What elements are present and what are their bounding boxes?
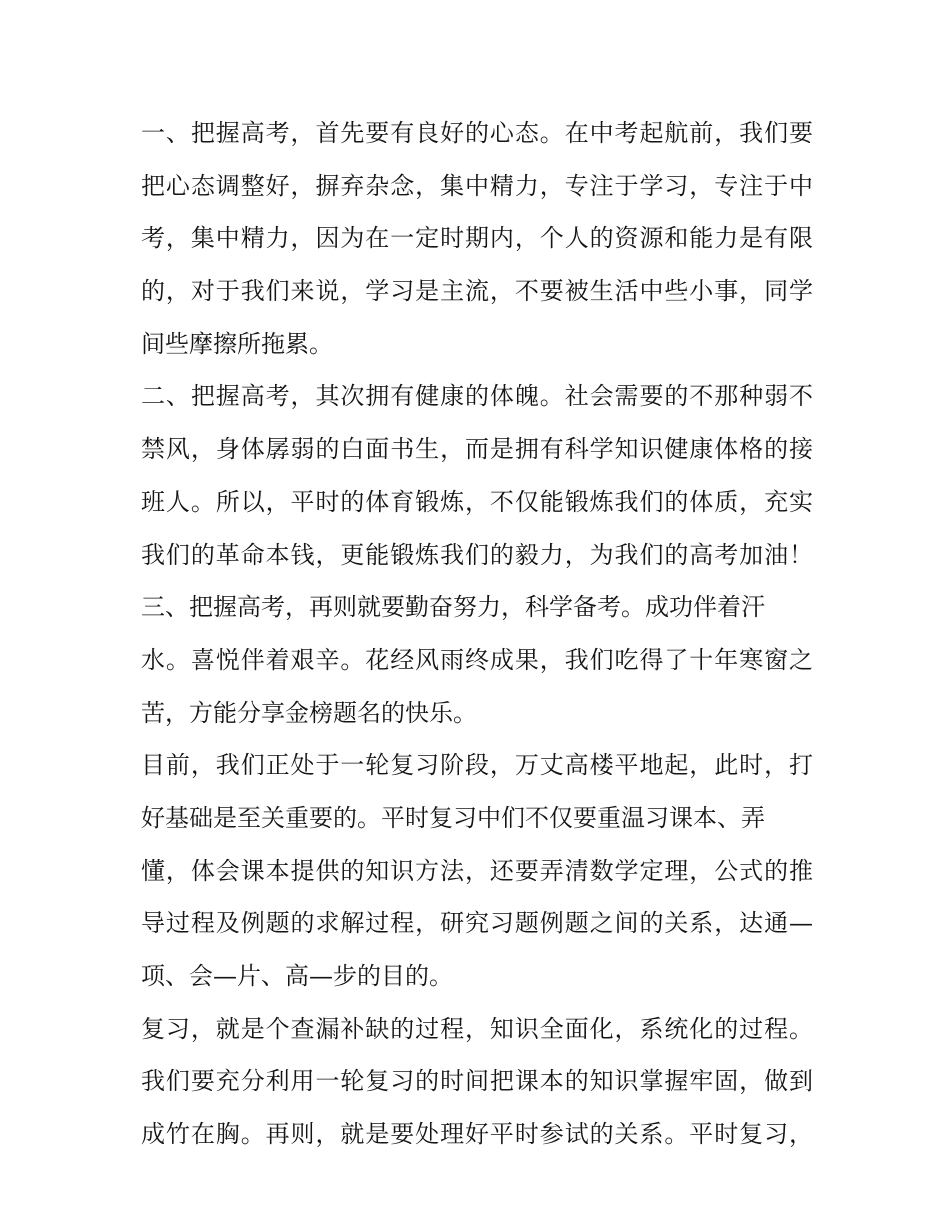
text-line: 班人。所以，平时的体育锻炼，不仅能锻炼我们的体质，充实 (141, 487, 813, 516)
text-line: 懂，体会课本提供的知识方法，还要弄清数学定理，公式的推 (141, 856, 813, 885)
text-line: 目前，我们正处于一轮复习阶段，万丈高楼平地起，此时，打 (141, 751, 813, 780)
text-line: 三、把握高考，再则就要勤奋努力，科学备考。成功伴着汗 (141, 593, 765, 622)
text-line: 一、把握高考，首先要有良好的心态。在中考起航前，我们要 (141, 119, 813, 147)
text-line: 水。喜悦伴着艰辛。花经风雨终成果，我们吃得了十年寒窗之 (141, 645, 813, 674)
text-line: 考，集中精力，因为在一定时期内，个人的资源和能力是有限 (141, 224, 813, 253)
text-line: 项、会—片、高—步的目的。 (141, 962, 453, 990)
paragraph-mindset (141, 107, 813, 370)
paragraph-review-stage (141, 739, 813, 1002)
document-body (141, 107, 813, 1161)
paragraph-health (141, 370, 813, 581)
paragraph-diligence (141, 581, 813, 739)
text-line: 二、把握高考，其次拥有健康的体魄。社会需要的不那种弱不 (141, 382, 813, 411)
text-line: 把心态调整好，摒弃杂念，集中精力，专注于学习，专注于中 (141, 171, 813, 200)
paragraph-review-process (141, 1003, 813, 1161)
text-line: 成竹在胸。再则，就是要处理好平时参试的关系。平时复习， (141, 1120, 813, 1149)
text-line: 我们要充分利用一轮复习的时间把课本的知识掌握牢固，做到 (141, 1067, 813, 1096)
text-line: 我们的革命本钱，更能锻炼我们的毅力，为我们的高考加油！ (141, 540, 813, 569)
text-line: 好基础是至关重要的。平时复习中们不仅要重温习课本、弄 (141, 803, 765, 832)
text-line: 导过程及例题的求解过程，研究习题例题之间的关系，达通— (141, 909, 813, 938)
text-line: 复习，就是个查漏补缺的过程，知识全面化，系统化的过程。 (141, 1014, 813, 1043)
text-line: 苦，方能分享金榜题名的快乐。 (141, 698, 477, 727)
text-line: 的，对于我们来说，学习是主流，不要被生活中些小事，同学 (141, 277, 813, 306)
text-line: 禁风，身体孱弱的白面书生，而是拥有科学知识健康体格的接 (141, 435, 813, 464)
text-line: 间些摩擦所拖累。 (141, 329, 333, 358)
